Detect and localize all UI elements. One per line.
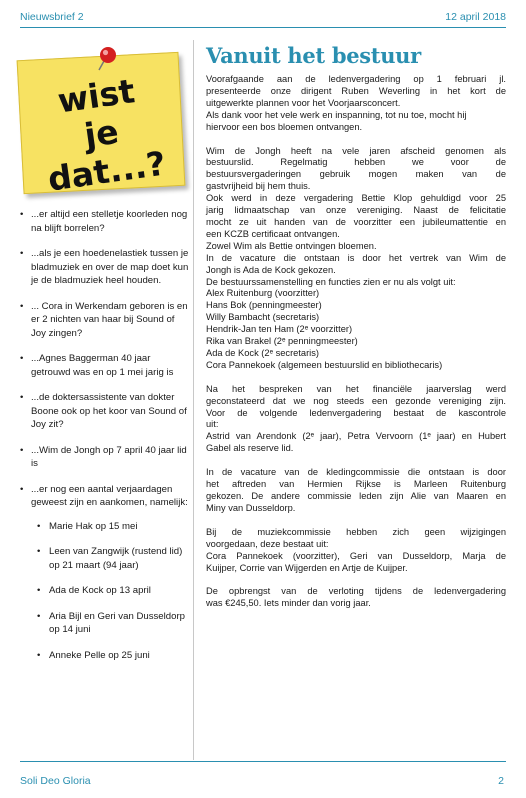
paragraph-finance — [206, 384, 506, 455]
header-divider — [20, 27, 506, 28]
birthday-item: • Anneke Pelle op 25 juni — [31, 649, 192, 663]
text-line: In de vacature van de kledingcommissie die ontstaan is door — [206, 467, 506, 478]
paragraph-raffle — [206, 586, 506, 610]
board-member: Alex Ruitenburg (voorzitter) — [206, 288, 320, 299]
text-line: een KCZB certificaat ontvangen. — [206, 228, 340, 239]
text-line: was €245,50. Iets minder dan vorig jaar. — [206, 598, 371, 609]
text-line: Jongh is Ada de Kock gekozen. — [206, 264, 336, 275]
trivia-item: • ...als je een hoedenelastiek tussen je bladmuziek en over de map doet kun je de bladmuziek heel houden. — [20, 247, 192, 288]
text-line: bestuursvergaderingen gebruik mogen maken van de — [206, 169, 506, 180]
paragraph-music-committee — [206, 527, 506, 575]
trivia-item-birthdays — [20, 483, 192, 663]
trivia-list — [20, 208, 192, 674]
text-line: gekozen. De andere commissie leden zijn Alie van Maaren en — [206, 491, 506, 501]
text-line: presenteerde onze dirigent Ruben Weverling in het kort de — [206, 85, 506, 96]
text-line: Astrid van Arendonk (2ᵉ jaar), Petra Vervoorn (1ᵉ jaar) en Hubert — [206, 431, 506, 442]
sticky-note-text: wist je dat...? — [45, 71, 169, 199]
text-line: Bij de muziekcommissie hebben zich geen wijzigingen — [206, 526, 506, 537]
trivia-item: • ...er altijd een stelletje koorleden nog na blijft borrelen? — [20, 208, 192, 235]
text-line: In de vacature die ontstaan is door het vertrek van Wim de — [206, 252, 506, 263]
birthday-item: • Leen van Zangwijk (rustend lid) op 21 maart (94 jaar) — [31, 545, 192, 572]
text-line: voorgedaan, deze bestaat uit: — [206, 538, 329, 549]
push-pin-icon — [92, 44, 122, 74]
page-number: 2 — [498, 775, 504, 787]
trivia-item: • ...Agnes Baggerman 40 jaar getrouwd was en op 1 mei jarig is — [20, 352, 192, 379]
text-line: gastvrijheid bij hem thuis. — [206, 181, 311, 192]
text-line: Als dank voor het vele werk en inspanning, tot nu toe, mocht hij — [206, 109, 467, 120]
text-line: Ook werd in deze vergadering Bettie Klop gehuldigd voor 25 — [206, 193, 506, 204]
text-line: Na het bespreken van het financiële jaarverslag werd — [206, 383, 506, 394]
sticky-note-illustration — [14, 42, 189, 200]
newsletter-label: Nieuwsbrief 2 — [20, 11, 84, 23]
paragraph-clothing-committee — [206, 467, 506, 515]
text-line: De opbrengst van de verloting tijdens de ledenvergadering — [206, 586, 506, 597]
text-line: Wim de Jongh heeft na vele jaren afscheid genomen als — [206, 145, 506, 156]
paragraph-concert — [206, 74, 506, 134]
footer-org-name: Soli Deo Gloria — [20, 775, 91, 787]
birthday-item: • Marie Hak op 15 mei — [31, 520, 192, 534]
board-member: Ada de Kock (2ᵉ secretaris) — [206, 347, 319, 358]
text-line: Kuijper, Corrie van Wijgerden en Artje de Kuijper. — [206, 562, 408, 573]
text-line: Miny van Dusseldorp. — [206, 502, 296, 513]
trivia-item: • ... Cora in Werkendam geboren is en er 2 nichten van haar bij Sound of Joy zingen? — [20, 300, 192, 341]
board-news-article — [206, 44, 506, 622]
trivia-item-text: ...er nog een aantal verjaardagen geweest zijn en aankomen, namelijk: — [31, 483, 188, 508]
paragraph-board — [206, 146, 506, 372]
text-line: Voorafgaande aan de ledenvergadering op 1 februari jl. — [206, 74, 506, 84]
birthday-list — [31, 520, 192, 663]
text-line: jarig lidmaatschap van onze vereniging. Naast de felicitatie — [206, 205, 506, 216]
trivia-item: • ...Wim de Jongh op 7 april 40 jaar lid is — [20, 444, 192, 471]
trivia-item: • ...de doktersassistente van dokter Boone ook op het koor van Sound of Joy zit? — [20, 391, 192, 432]
text-line: Gabel als reserve lid. — [206, 443, 294, 454]
board-member: Hans Bok (penningmeester) — [206, 300, 322, 311]
text-line: Voor de volgende ledenvergadering bestaat de kascontrole — [206, 407, 506, 418]
birthday-item: • Aria Bijl en Geri van Dusseldorp op 14 juni — [31, 610, 192, 637]
text-line: uit: — [206, 419, 219, 430]
board-member: Cora Pannekoek (algemeen bestuurslid en bibliothecaris) — [206, 359, 443, 370]
article-title: Vanuit het bestuur — [206, 43, 421, 68]
issue-date: 12 april 2018 — [445, 11, 506, 23]
birthday-item: • Ada de Kock op 13 april — [31, 584, 192, 598]
text-line: uitgewerkte plannen voor het Voorjaarsconcert. — [206, 97, 401, 108]
text-line: mocht ze uit handen van de voorzitter een jubileumattentie en — [206, 216, 506, 227]
text-line: hiervoor een bos bloemen ontvangen. — [206, 121, 363, 132]
text-line: het aftreden van Hermien Rijkse is Marleen Ruitenburg — [206, 479, 506, 490]
text-line: De bestuurssamenstelling en functies zien er nu als volgt uit: — [206, 276, 456, 287]
footer-divider — [20, 761, 506, 762]
text-line: Zowel Wim als Bettie ontvingen bloemen. — [206, 240, 377, 251]
column-divider — [193, 40, 194, 760]
text-line: bestuurslid. Regelmatig hebben we voor de — [206, 157, 506, 168]
board-member: Willy Bambacht (secretaris) — [206, 312, 320, 323]
text-line: geconstateerd dat we nog steeds een gezonde vereniging zijn. — [206, 395, 506, 406]
board-member: Hendrik-Jan ten Ham (2ᵉ voorzitter) — [206, 324, 353, 335]
text-line: Cora Pannekoek (voorzitter), Geri van Dusseldorp, Marja de — [206, 550, 506, 561]
board-member: Rika van Brakel (2ᵉ penningmeester) — [206, 336, 358, 347]
